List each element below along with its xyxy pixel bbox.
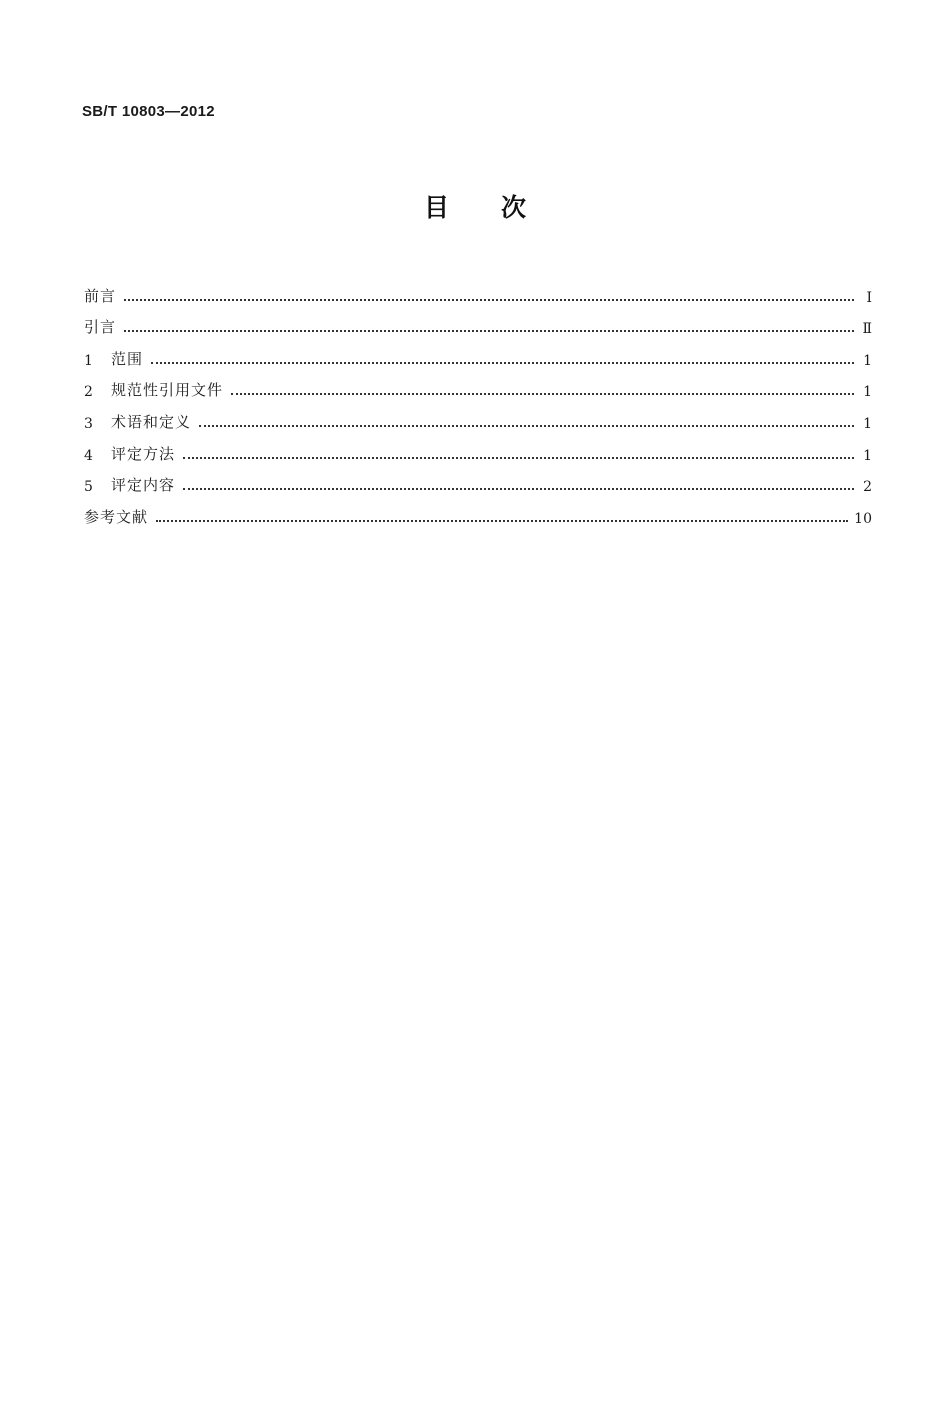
toc-entry-page: 1 xyxy=(863,447,872,464)
toc-leader-dots xyxy=(183,457,854,459)
toc-entry-introduction[interactable] xyxy=(84,306,872,338)
toc-entry-page: 1 xyxy=(863,384,872,401)
toc-entry-label: 参考文献 xyxy=(84,507,149,526)
toc-entry-page: 1 xyxy=(863,352,872,369)
toc-entry-label: 前言 xyxy=(84,286,117,305)
toc-entry-page: 2 xyxy=(863,479,872,496)
toc-entry-label: 评定方法 xyxy=(111,444,176,463)
toc-entry-normative-references[interactable] xyxy=(84,369,872,401)
toc-leader-dots xyxy=(124,330,854,332)
toc-leader-dots xyxy=(231,393,854,395)
toc-entry-terms-definitions[interactable] xyxy=(84,400,872,432)
toc-leader-dots xyxy=(151,362,854,364)
toc-entry-evaluation-content[interactable] xyxy=(84,464,872,496)
toc-entry-number: 2 xyxy=(84,384,93,401)
toc-entry-label: 评定内容 xyxy=(111,476,176,495)
toc-entry-page: 10 xyxy=(854,510,872,527)
toc-entry-scope[interactable] xyxy=(84,337,872,369)
toc-leader-dots xyxy=(199,425,854,427)
toc-entry-number: 5 xyxy=(84,479,93,496)
table-of-contents xyxy=(84,274,872,527)
toc-entry-label: 规范性引用文件 xyxy=(111,381,224,400)
toc-leader-dots xyxy=(124,299,854,301)
toc-entry-page: Ⅰ xyxy=(866,289,872,306)
toc-heading: 目次 xyxy=(423,193,578,222)
toc-entry-evaluation-method[interactable] xyxy=(84,432,872,464)
toc-entry-label: 引言 xyxy=(84,318,117,337)
toc-leader-dots xyxy=(156,520,848,522)
toc-entry-number: 1 xyxy=(84,352,93,369)
toc-entry-label: 范围 xyxy=(111,349,144,368)
toc-entry-foreword[interactable] xyxy=(84,274,872,306)
toc-entry-number: 3 xyxy=(84,415,93,432)
toc-entry-page: Ⅱ xyxy=(862,321,872,338)
toc-entry-page: 1 xyxy=(863,415,872,432)
document-code: SB/T 10803—2012 xyxy=(82,103,215,120)
toc-entry-label: 术语和定义 xyxy=(111,412,192,431)
toc-leader-dots xyxy=(183,488,854,490)
toc-entry-number: 4 xyxy=(84,447,93,464)
toc-entry-bibliography[interactable] xyxy=(84,495,872,527)
